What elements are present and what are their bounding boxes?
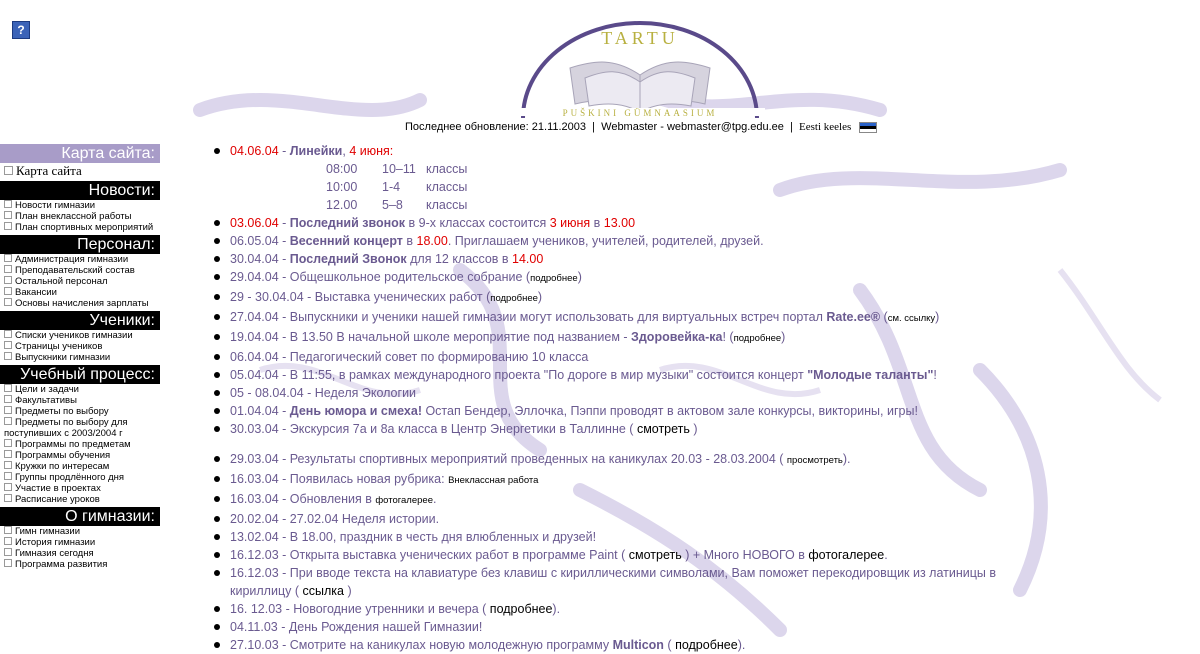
bullet-icon xyxy=(214,642,220,648)
sidebar-item-news[interactable]: Новости гимназии xyxy=(0,200,160,211)
checkbox-icon xyxy=(4,287,12,295)
photo-gallery-link[interactable]: фотогалерее xyxy=(808,548,885,562)
checkbox-icon xyxy=(4,559,12,567)
list-item: 05 - 08.04.04 - Неделя Экологии xyxy=(214,384,1044,402)
extracurricular-link[interactable]: Внеклассная работа xyxy=(448,475,539,486)
bullet-icon xyxy=(214,274,220,280)
bullet-icon xyxy=(214,496,220,502)
estonian-flag-icon[interactable] xyxy=(860,123,876,132)
schedule-row: 12.00 5–8 классы xyxy=(326,198,468,212)
sidebar-section-news: Новости: xyxy=(0,181,160,200)
webmaster-link[interactable]: Webmaster - webmaster@tpg.edu.ee xyxy=(601,121,784,133)
see-link[interactable]: см. ссылку xyxy=(887,313,936,324)
checkbox-icon xyxy=(4,472,12,480)
bullet-icon xyxy=(214,426,220,432)
list-item: 30.04.04 - Последний Звонок для 12 классов в 14.00 xyxy=(214,250,1044,268)
sidebar-item-goals[interactable]: Цели и задачи xyxy=(0,384,160,395)
bullet-icon xyxy=(214,238,220,244)
transliterator-link[interactable]: ссылка xyxy=(302,584,344,598)
checkbox-icon xyxy=(4,330,12,338)
list-item: 01.04.04 - День юмора и смеха! Остап Бендер, Эллочка, Пэппи проводят в актовом зале конкурсы, викторины, игры! xyxy=(214,402,1044,420)
bullet-icon xyxy=(214,390,220,396)
bullet-icon xyxy=(214,256,220,262)
list-item: 16.03.04 - Обновления в фотогалерее. xyxy=(214,490,1044,510)
bullet-icon xyxy=(214,570,220,576)
sidebar-item-anthem[interactable]: Гимн гимназии xyxy=(0,526,160,537)
checkbox-icon xyxy=(4,548,12,556)
bullet-icon xyxy=(214,552,220,558)
list-item: 16.12.03 - При вводе текста на клавиатуре без клавиш с кириллическими символами, Вам поможет перекодировщик из латиницы в кириллицу ( ссылка ) xyxy=(214,564,1044,600)
checkbox-icon xyxy=(4,211,12,219)
bullet-icon xyxy=(214,408,220,414)
svg-text:PUŠKINI GÜMNAASIUM: PUŠKINI GÜMNAASIUM xyxy=(562,108,718,118)
sidebar-item-timetable[interactable]: Расписание уроков xyxy=(0,494,160,505)
checkbox-icon xyxy=(4,384,12,392)
checkbox-icon xyxy=(4,265,12,273)
sidebar-item-development[interactable]: Программа развития xyxy=(0,559,160,570)
last-updated: Последнее обновление: 21.11.2003 xyxy=(405,121,587,133)
checkbox-icon xyxy=(4,439,12,447)
details-link[interactable]: подробнее xyxy=(733,333,782,344)
bullet-icon xyxy=(214,606,220,612)
bullet-icon xyxy=(214,534,220,540)
list-item: 29.04.04 - Общешкольное родительское собрание (подробнее) xyxy=(214,268,1044,288)
list-item: 04.06.04 - Линейки, 4 июня: xyxy=(214,142,1044,160)
list-item: 27.04.04 - Выпускники и ученики нашей гимназии могут использовать для виртуальных встреч портал Rate.ee® (см. ссылку) xyxy=(214,308,1044,328)
sidebar-item-clubs[interactable]: Кружки по интересам xyxy=(0,461,160,472)
list-item: 30.03.04 - Экскурсия 7а и 8а класса в Центр Энергетики в Таллинне ( смотреть ) xyxy=(214,420,1044,438)
sidebar-item-curricula[interactable]: Программы обучения xyxy=(0,450,160,461)
svg-text:TARTU: TARTU xyxy=(601,28,679,48)
list-item: 20.02.04 - 27.02.04 Неделя истории. xyxy=(214,510,1044,528)
checkbox-icon xyxy=(4,537,12,545)
school-logo xyxy=(515,20,765,120)
sidebar-item-student-pages[interactable]: Страницы учеников xyxy=(0,341,160,352)
bullet-icon xyxy=(214,624,220,630)
sidebar-item-salary[interactable]: Основы начисления зарплаты xyxy=(0,298,160,309)
checkbox-icon xyxy=(4,166,13,175)
checkbox-icon xyxy=(4,450,12,458)
checkbox-icon xyxy=(4,254,12,262)
list-item: 19.04.04 - В 13.50 В начальной школе мероприятие под названием - Здоровейка-ка! (подробнее) xyxy=(214,328,1044,348)
checkbox-icon xyxy=(4,276,12,284)
sidebar-item-today[interactable]: Гимназия сегодня xyxy=(0,548,160,559)
sidebar-item-vacancies[interactable]: Вакансии xyxy=(0,287,160,298)
list-item: 16.03.04 - Появилась новая рубрика: Внеклассная работа xyxy=(214,470,1044,490)
list-item: 05.04.04 - В 11:55, в рамках международного проекта "По дороге в мир музыки" состоится концерт "Молодые таланты"! xyxy=(214,366,1044,384)
watch-link[interactable]: смотреть xyxy=(636,422,690,436)
details-link[interactable]: подробнее xyxy=(490,293,538,304)
schedule-row: 10:00 1-4 классы xyxy=(326,180,468,194)
list-item: 29.03.04 - Результаты спортивных мероприятий проведенных на каникулах 20.03 - 28.03.2004 ( просмотреть). xyxy=(214,450,1044,470)
news-list xyxy=(214,142,1044,654)
rate-ee-link[interactable]: Rate.ee® xyxy=(826,310,881,324)
header-info-line: Последнее обновление: 21.11.2003 | Webmaster - webmaster@tpg.edu.ee | Eesti keeles xyxy=(405,121,876,133)
checkbox-icon xyxy=(4,406,12,414)
checkbox-icon xyxy=(4,483,12,491)
sidebar-section-about: О гимназии: xyxy=(0,507,160,526)
sidebar-item-alumni[interactable]: Выпускники гимназии xyxy=(0,352,160,363)
bullet-icon xyxy=(214,516,220,522)
view-link[interactable]: просмотреть xyxy=(786,455,843,466)
bullet-icon xyxy=(214,334,220,340)
sidebar-item-teachers[interactable]: Преподавательский состав xyxy=(0,265,160,276)
checkbox-icon xyxy=(4,222,12,230)
list-item: 29 - 30.04.04 - Выставка ученических работ (подробнее) xyxy=(214,288,1044,308)
sidebar xyxy=(0,142,160,570)
sidebar-item-other-staff[interactable]: Остальной персонал xyxy=(0,276,160,287)
list-item: 16.12.03 - Открыта выставка ученических работ в программе Paint ( смотреть ) + Много НОВОГО в фотогалерее. xyxy=(214,546,1044,564)
checkbox-icon xyxy=(4,461,12,469)
bullet-icon xyxy=(214,456,220,462)
sidebar-item-electives[interactable]: Факультативы xyxy=(0,395,160,406)
checkbox-icon xyxy=(4,200,12,208)
watch-link[interactable]: смотреть xyxy=(628,548,682,562)
checkbox-icon xyxy=(4,526,12,534)
sidebar-item-history[interactable]: История гимназии xyxy=(0,537,160,548)
bullet-icon xyxy=(214,476,220,482)
checkbox-icon xyxy=(4,395,12,403)
sidebar-item-subject-programs[interactable]: Программы по предметам xyxy=(0,439,160,450)
list-item: 27.10.03 - Смотрите на каникулах новую молодежную программу Multicon ( подробнее). xyxy=(214,636,1044,654)
bullet-icon xyxy=(214,148,220,154)
estonian-language-link[interactable]: Eesti keeles xyxy=(799,121,852,133)
photo-gallery-link[interactable]: фотогалерее xyxy=(375,495,433,506)
schedule-row: 08:00 10–11 классы xyxy=(326,162,468,176)
list-item: 13.02.04 - В 18.00, праздник в честь дня влюбленных и друзей! xyxy=(214,528,1044,546)
help-icon[interactable]: ? xyxy=(12,21,30,39)
bullet-icon xyxy=(214,372,220,378)
list-item: 06.04.04 - Педагогический совет по формированию 10 класса xyxy=(214,348,1044,366)
bullet-icon xyxy=(214,220,220,226)
sidebar-item-sports[interactable]: План спортивных мероприятий xyxy=(0,222,160,233)
bullet-icon xyxy=(214,354,220,360)
sidebar-section-study: Учебный процесс: xyxy=(0,365,160,384)
sidebar-item-administration[interactable]: Администрация гимназии xyxy=(0,254,160,265)
sidebar-item-sitemap[interactable]: Карта сайта xyxy=(0,163,160,179)
bullet-icon xyxy=(214,314,220,320)
checkbox-icon xyxy=(4,417,12,425)
list-item: 04.11.03 - День Рождения нашей Гимназии! xyxy=(214,618,1044,636)
details-link[interactable]: подробнее xyxy=(489,602,553,616)
list-item: 06.05.04 - Весенний концерт в 18.00. Приглашаем учеников, учителей, родителей, друзей. xyxy=(214,232,1044,250)
checkbox-icon xyxy=(4,494,12,502)
sidebar-item-optional-subjects[interactable]: Предметы по выбору xyxy=(0,406,160,417)
details-link[interactable]: подробнее xyxy=(530,273,578,284)
sidebar-section-students: Ученики: xyxy=(0,311,160,330)
sidebar-item-optional-subjects-2003[interactable]: Предметы по выбору для поступивших с 2003/2004 г xyxy=(4,417,128,439)
details-link[interactable]: подробнее xyxy=(675,638,738,652)
checkbox-icon xyxy=(4,352,12,360)
sidebar-section-staff: Персонал: xyxy=(0,235,160,254)
list-item: 16. 12.03 - Новогодние утренники и вечера ( подробнее). xyxy=(214,600,1044,618)
checkbox-icon xyxy=(4,298,12,306)
sidebar-item-afterschool[interactable]: Группы продлённого дня xyxy=(0,472,160,483)
sidebar-item-projects[interactable]: Участие в проектах xyxy=(0,483,160,494)
sidebar-item-student-lists[interactable]: Списки учеников гимназии xyxy=(0,330,160,341)
list-item: 03.06.04 - Последний звонок в 9-х классах состоится 3 июня в 13.00 xyxy=(214,214,1044,232)
sidebar-section-sitemap: Карта сайта: xyxy=(0,144,160,163)
checkbox-icon xyxy=(4,341,12,349)
sidebar-item-extracurricular[interactable]: План внеклассной работы xyxy=(0,211,160,222)
bullet-icon xyxy=(214,294,220,300)
